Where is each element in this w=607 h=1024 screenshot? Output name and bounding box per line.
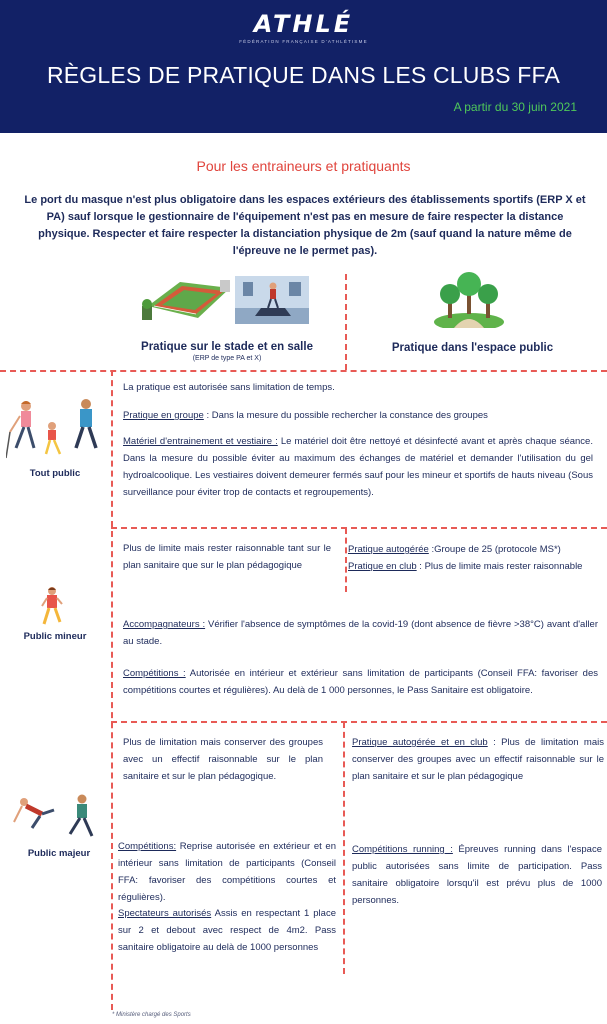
divider bbox=[345, 274, 347, 370]
park-trees-icon bbox=[434, 270, 504, 328]
mineur-club bbox=[348, 558, 604, 575]
gym-treadmill-icon bbox=[235, 276, 309, 324]
footnote: * Ministère chargé des Sports bbox=[112, 1012, 191, 1018]
majeur-espace-public bbox=[352, 734, 604, 785]
majeur-stade-text: Plus de limitation mais conserver des groupes avec un effectif raisonnable sur le plan sanitaire et sur le plan pédagogique. bbox=[123, 737, 323, 782]
divider bbox=[343, 722, 345, 974]
autogeree-text: :Groupe de 25 (protocole MS*) bbox=[428, 544, 561, 555]
majeur-compet-text: Reprise autorisée en extérieur et en intérieur sans limitation de participants (Conseil FFA: favoriser des compétitions courtes et régulières). bbox=[118, 841, 336, 903]
tout-public-time: La pratique est autorisée sans limitation de temps. bbox=[123, 382, 335, 393]
divider bbox=[111, 527, 607, 529]
category-public-majeur: Public majeur bbox=[27, 848, 91, 859]
tout-public-materiel bbox=[123, 433, 593, 501]
majeur-compet-label: Compétitions: bbox=[118, 841, 177, 852]
tout-public-groupe bbox=[123, 407, 593, 424]
mineur-compet-text: Autorisée en intérieur et extérieur sans limitation de participants (Conseil FFA: favoriser des compétitions courtes et régulières). Au delà de 1 000 personnes, le Pass Sanitaire est obligatoire. bbox=[123, 668, 598, 696]
mineur-compet-label: Compétitions : bbox=[123, 668, 186, 679]
child-runner-icon bbox=[40, 586, 64, 630]
spectateurs-text: Assis en respectant 1 place sur 2 et debout avec respect de 4m2. Pass sanitaire obligatoire au delà de 1000 personnes bbox=[118, 908, 336, 953]
majeur-autogeree-label: Pratique autogérée et en club bbox=[352, 737, 488, 748]
intro-paragraph: Le port du masque n'est plus obligatoire dans les espaces extérieurs des établissements sportifs (ERP X et PA) sauf lorsque le gestionnaire de l'équipement n'est pas en mesure de faire respecter la distance physique. Respecter et faire respecter la distanciation physique de 2m (sauf quand la nature même de l'épreuve ne le permet pas). bbox=[24, 194, 586, 257]
running-text: Épreuves running dans l'espace public autorisées sans limite de participation. Pass sanitaire obligatoire lorsqu'il est prévu plus de 1000 personnes. bbox=[352, 844, 602, 906]
club-label: Pratique en club bbox=[348, 561, 417, 572]
family-runners-icon bbox=[6, 398, 102, 460]
divider bbox=[111, 721, 607, 723]
effective-date: A partir du 30 juin 2021 bbox=[453, 100, 577, 114]
majeur-autogeree-text: : Plus de limitation mais conserver des groupes avec un effectif raisonnable sur le plan sanitaire et sur le plan pédagogique bbox=[352, 737, 604, 782]
materiel-label: Matériel d'entrainement et vestiaire : bbox=[123, 436, 278, 447]
column-note-erp: (ERP de type PA et X) bbox=[192, 355, 262, 362]
majeur-running bbox=[352, 841, 602, 909]
section-subtitle: Pour les entraineurs et pratiquants bbox=[196, 158, 411, 174]
majeur-competitions bbox=[118, 838, 336, 906]
divider bbox=[111, 370, 113, 1010]
divider bbox=[345, 528, 347, 592]
page-title: RÈGLES DE PRATIQUE DANS LES CLUBS FFA bbox=[46, 62, 561, 88]
mineur-stade-text: Plus de limite mais rester raisonnable tant sur le plan sanitaire que sur le plan pédagogique bbox=[123, 543, 331, 571]
materiel-text: Le matériel doit être nettoyé et désinfecté avant et après chaque séance. Dans la mesure du possible éviter au maximum des échanges de matériel et demander l'utilisation du gel hydroalcoolique. Les vestiaires doivent demeurer fermés sauf pour les mineur et sportifs de hauts niveau (Sous surveillance pour éviter trop de contacts et regroupements). bbox=[123, 436, 593, 498]
header-banner bbox=[0, 0, 607, 133]
category-public-mineur: Public mineur bbox=[23, 631, 87, 642]
autogeree-label: Pratique autogérée bbox=[348, 544, 429, 555]
groupe-text: : Dans la mesure du possible rechercher la constance des groupes bbox=[203, 410, 488, 421]
column-title-public-space: Pratique dans l'espace public bbox=[391, 342, 554, 354]
club-text: : Plus de limite mais rester raisonnable bbox=[416, 561, 583, 572]
accomp-text: Vérifier l'absence de symptômes de la covid-19 (dont absence de fièvre >38°C) avant d'aller au stade. bbox=[123, 619, 598, 647]
adult-athletes-icon bbox=[12, 794, 98, 838]
divider bbox=[0, 370, 607, 372]
mineur-autogeree bbox=[348, 541, 604, 558]
mineur-competitions bbox=[123, 665, 598, 699]
spectateurs-label: Spectateurs autorisés bbox=[118, 908, 212, 919]
groupe-label: Pratique en groupe bbox=[123, 410, 204, 421]
majeur-spectateurs bbox=[118, 905, 336, 956]
logo-subtitle: FÉDÉRATION FRANÇAISE D'ATHLÉTISME bbox=[239, 39, 368, 44]
athle-logo: ATHLÉ bbox=[253, 10, 354, 38]
column-title-stadium: Pratique sur le stade et en salle bbox=[141, 341, 313, 353]
mineur-accompagnateurs bbox=[123, 616, 598, 650]
accomp-label: Accompagnateurs : bbox=[123, 619, 206, 630]
category-tout-public: Tout public bbox=[29, 468, 81, 479]
stadium-icon bbox=[140, 276, 232, 322]
running-label: Compétitions running : bbox=[352, 844, 453, 855]
